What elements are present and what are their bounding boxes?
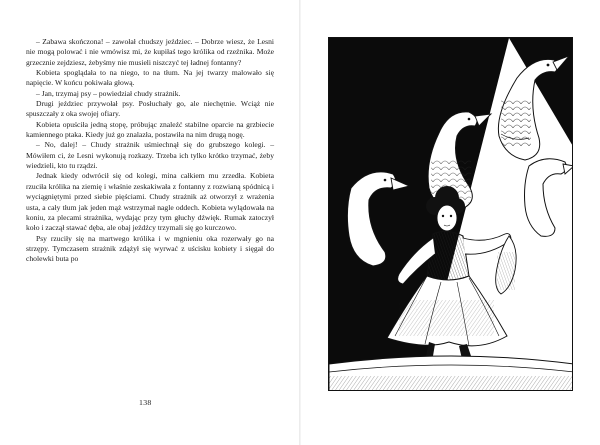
left-page [0,0,299,445]
paragraph: Kobieta spoglądała to na niego, to na tłum. Na jej twarzy malowało się napięcie. W końcu pokiwała głową. [26,68,274,88]
illustration [328,37,573,391]
illustration-drawing [329,38,573,391]
right-page [301,0,600,445]
fountain-basin [329,356,573,391]
paragraph: – Zabawa skończona! – zawołał chudszy jeździec. – Dobrze wiesz, że Lesni nie mogą polować i nie wmówisz mi, że kupiłaś tego królika od rzeźnika. Może grzecznie zejdziesz, żebyśmy nie musieli niszczyć tej ładnej fontanny? [26,37,274,67]
body-text [26,37,274,265]
paragraph: Psy rzuciły się na martwego królika i w mgnieniu oka rozerwały go na strzępy. Tymczasem strażnik zdążył się wyrwać z uścisku kobiety i sięgał do cholewki buta po [26,233,274,264]
page-number: 138 [139,398,152,407]
bird-right [525,159,574,237]
paragraph: Kobieta opuściła jedną stopę, próbując znaleźć stabilne oparcie na grzbiecie kamiennego ptaka. Kiedy już go znalazła, postawiła na nim drugą nogę. [26,119,274,140]
paragraph: – No, dalej! – Chudy strażnik uśmiechnął się do grubszego kolegi. – Mówiłem ci, że Lesni wykonują rozkazy. Trzeba ich tylko krótko trzymać, żeby wiedzieli, kto tu rządzi. [26,140,274,171]
paragraph: Jednak kiedy odwrócił się od kolegi, mina całkiem mu zrzedła. Kobieta rzuciła królika na ziemię i właśnie zeskakiwała z fontanny z rozwianą spódnicą i wyciągniętymi przed siebie pięściami. Chudy strażnik aż otworzył z wrażenia usta, a cały tłum jak jeden mąż wstrzymał nagle oddech. Kobieta wylądowała na koniu, za plecami strażnika, wydając przy tym głuchy dźwięk. Rumak zatoczył koło i zaczął stawać dęba, ale obaj jeźdźcy trzymali się go kurczowo. [26,171,274,233]
paragraph: – Jan, trzymaj psy – powiedział chudy strażnik. [36,88,181,98]
paragraph: Drugi jeździec przywołał psy. Posłuchały go, ale niechętnie. Wciąż nie spuszczały z oka swojej ofiary. [26,99,274,119]
